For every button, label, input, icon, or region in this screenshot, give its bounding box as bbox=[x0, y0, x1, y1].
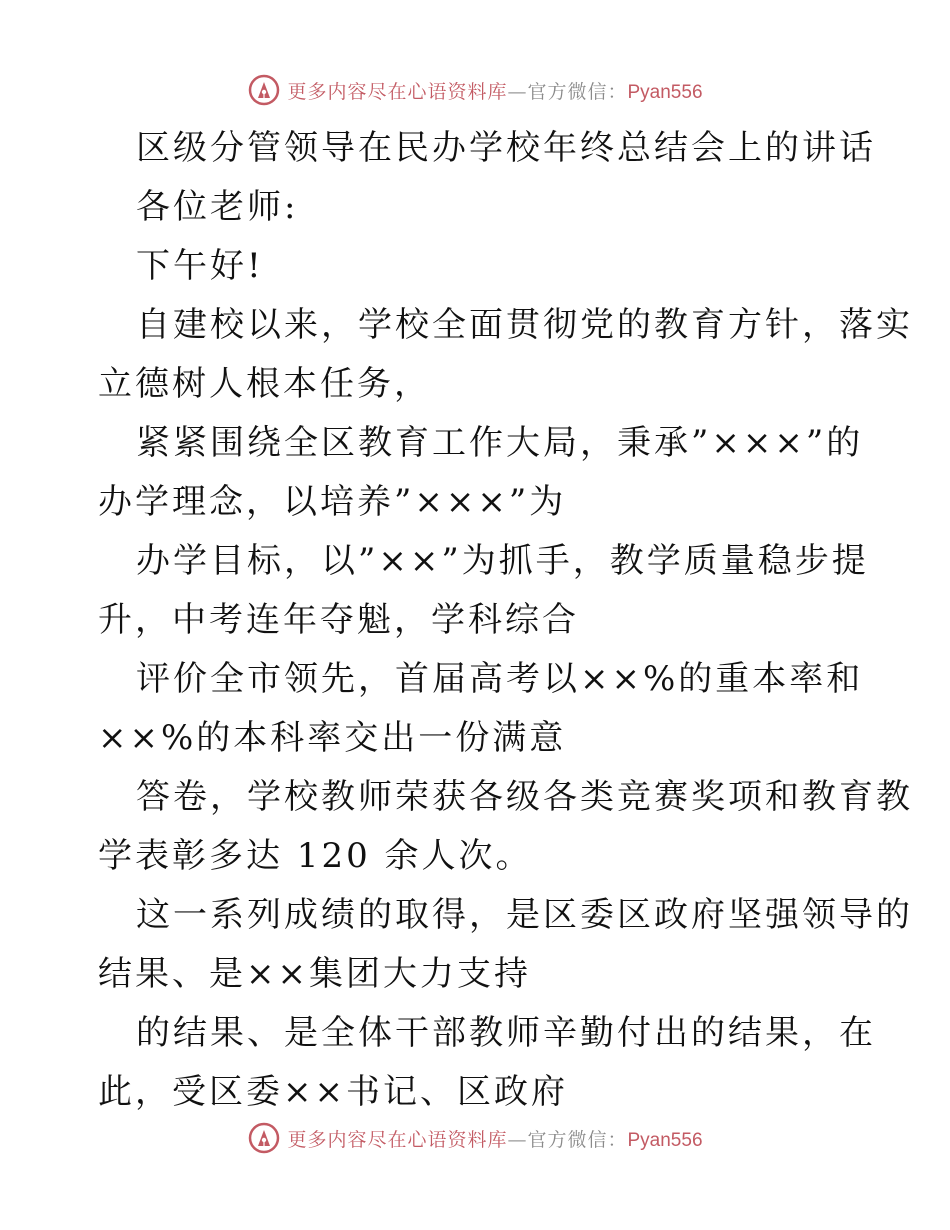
watermark-label bbox=[287, 1125, 702, 1152]
pen-nib-circle-icon bbox=[247, 1121, 281, 1155]
watermark-separator: — bbox=[507, 1128, 528, 1151]
watermark-wechat-id: Pyan556 bbox=[627, 81, 703, 103]
paragraph-line: 结果、是××集团大力支持 bbox=[98, 954, 531, 994]
watermark-wechat-id: Pyan556 bbox=[627, 1129, 703, 1151]
watermark-slogan: 更多内容尽在心语资料库 bbox=[287, 1128, 508, 1151]
document-body bbox=[98, 119, 913, 1122]
paragraph-line: 学表彰多达 120 余人次。 bbox=[98, 836, 533, 876]
paragraph-line: 自建校以来，学校全面贯彻党的教育方针，落实 bbox=[136, 305, 913, 345]
watermark-separator: — bbox=[507, 80, 528, 103]
watermark-label bbox=[287, 77, 702, 104]
watermark-group bbox=[247, 1121, 702, 1155]
header-watermark bbox=[0, 70, 950, 110]
paragraph-line: 这一系列成绩的取得，是区委区政府坚强领导的 bbox=[136, 895, 913, 935]
greeting: 下午好! bbox=[136, 246, 264, 286]
paragraph-line: 此，受区委××书记、区政府 bbox=[98, 1072, 568, 1112]
watermark-group bbox=[247, 73, 702, 107]
watermark-slogan: 更多内容尽在心语资料库 bbox=[287, 80, 508, 103]
paragraph-line: 办学理念，以培养”×××”为 bbox=[98, 482, 567, 522]
paragraph-line: 办学目标，以”××”为抓手，教学质量稳步提 bbox=[136, 541, 869, 581]
salutation: 各位老师: bbox=[136, 187, 299, 227]
paragraph-line: ××%的本科率交出一份满意 bbox=[98, 718, 567, 758]
paragraph-line: 评价全市领先，首届高考以××%的重本率和 bbox=[136, 659, 864, 699]
paragraph-line: 的结果、是全体干部教师辛勤付出的结果，在 bbox=[136, 1013, 876, 1053]
footer-watermark bbox=[0, 1118, 950, 1158]
document-title: 区级分管领导在民办学校年终总结会上的讲话 bbox=[136, 128, 876, 168]
paragraph-line: 立德树人根本任务， bbox=[98, 364, 431, 404]
watermark-wechat-label: 官方微信： bbox=[527, 1128, 628, 1151]
watermark-wechat-label: 官方微信： bbox=[527, 80, 628, 103]
pen-nib-circle-icon bbox=[247, 73, 281, 107]
paragraph-line: 紧紧围绕全区教育工作大局，秉承”×××”的 bbox=[136, 423, 864, 463]
paragraph-line: 答卷，学校教师荣获各级各类竞赛奖项和教育教 bbox=[136, 777, 913, 817]
paragraph-line: 升，中考连年夺魁，学科综合 bbox=[98, 600, 579, 640]
